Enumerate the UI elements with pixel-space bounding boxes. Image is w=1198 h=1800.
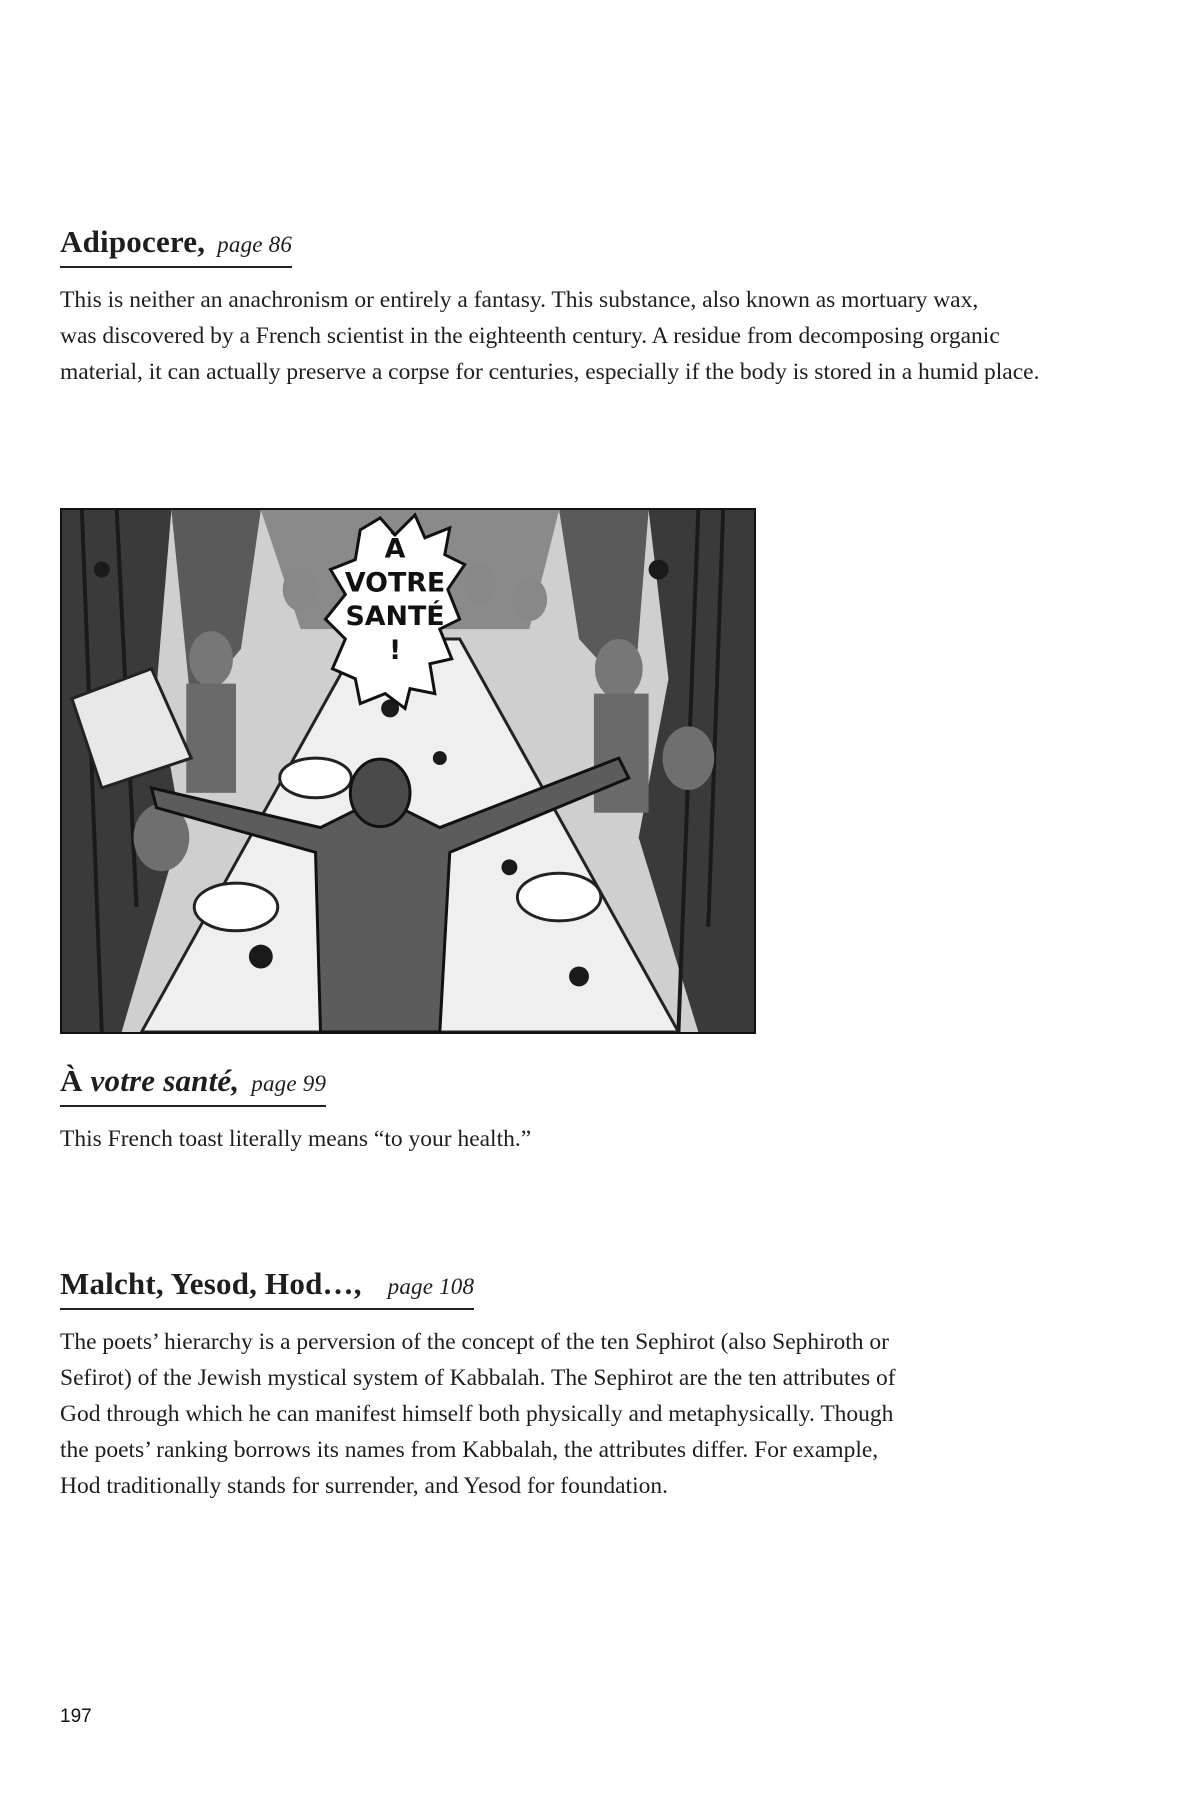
entry-heading xyxy=(60,1266,474,1310)
entry-page-ref: page 108 xyxy=(387,1274,475,1299)
speech-bubble-line: ! xyxy=(388,634,402,666)
manga-panel-drawing xyxy=(62,510,754,1032)
body-line: God through which he can manifest himself both physically and metaphysically. Though xyxy=(60,1401,894,1427)
body-line: This French toast literally means “to your health.” xyxy=(60,1126,532,1152)
entry-body xyxy=(60,1121,531,1157)
body-line: was discovered by a French scientist in the eighteenth century. A residue from decomposing organic xyxy=(60,323,1000,349)
entry-page-ref: page 86 xyxy=(217,232,293,257)
entry-heading xyxy=(60,224,292,268)
body-line: material, it can actually preserve a corpse for centuries, especially if the body is stored in a humid place. xyxy=(60,359,1040,385)
entry-term: Malcht, Yesod, Hod…, xyxy=(60,1266,362,1301)
speech-bubble-line: À xyxy=(384,533,406,565)
entry-body xyxy=(60,1324,896,1504)
entry-term: votre santé, xyxy=(90,1063,240,1098)
entry-heading xyxy=(60,1063,326,1107)
entry-term: Adipocere, xyxy=(60,224,206,259)
body-line: Sefirot) of the Jewish mystical system of Kabbalah. The Sephirot are the ten attributes of xyxy=(60,1365,896,1391)
speech-bubble-line: VOTRE xyxy=(344,567,446,599)
entry-page-ref: page 99 xyxy=(251,1071,327,1096)
entry-term-prefix: À xyxy=(60,1063,91,1098)
entry-body xyxy=(60,282,1039,390)
glossary-entry-a-votre-sante xyxy=(60,1063,531,1157)
glossary-entry-adipocere xyxy=(60,224,1039,390)
body-line: the poets’ ranking borrows its names from Kabbalah, the attributes differ. For example, xyxy=(60,1437,879,1463)
speech-bubble-line: SANTÉ xyxy=(345,601,445,633)
body-line: The poets’ hierarchy is a perversion of the concept of the ten Sephirot (also Sephiroth or xyxy=(60,1329,889,1355)
body-line: This is neither an anachronism or entirely a fantasy. This substance, also known as mortuary wax, xyxy=(60,287,979,313)
body-line: Hod traditionally stands for surrender, and Yesod for foundation. xyxy=(60,1473,668,1499)
manga-panel-illustration xyxy=(60,508,756,1034)
page-number: 197 xyxy=(60,1706,92,1727)
glossary-entry-malcht-yesod-hod xyxy=(60,1266,896,1504)
